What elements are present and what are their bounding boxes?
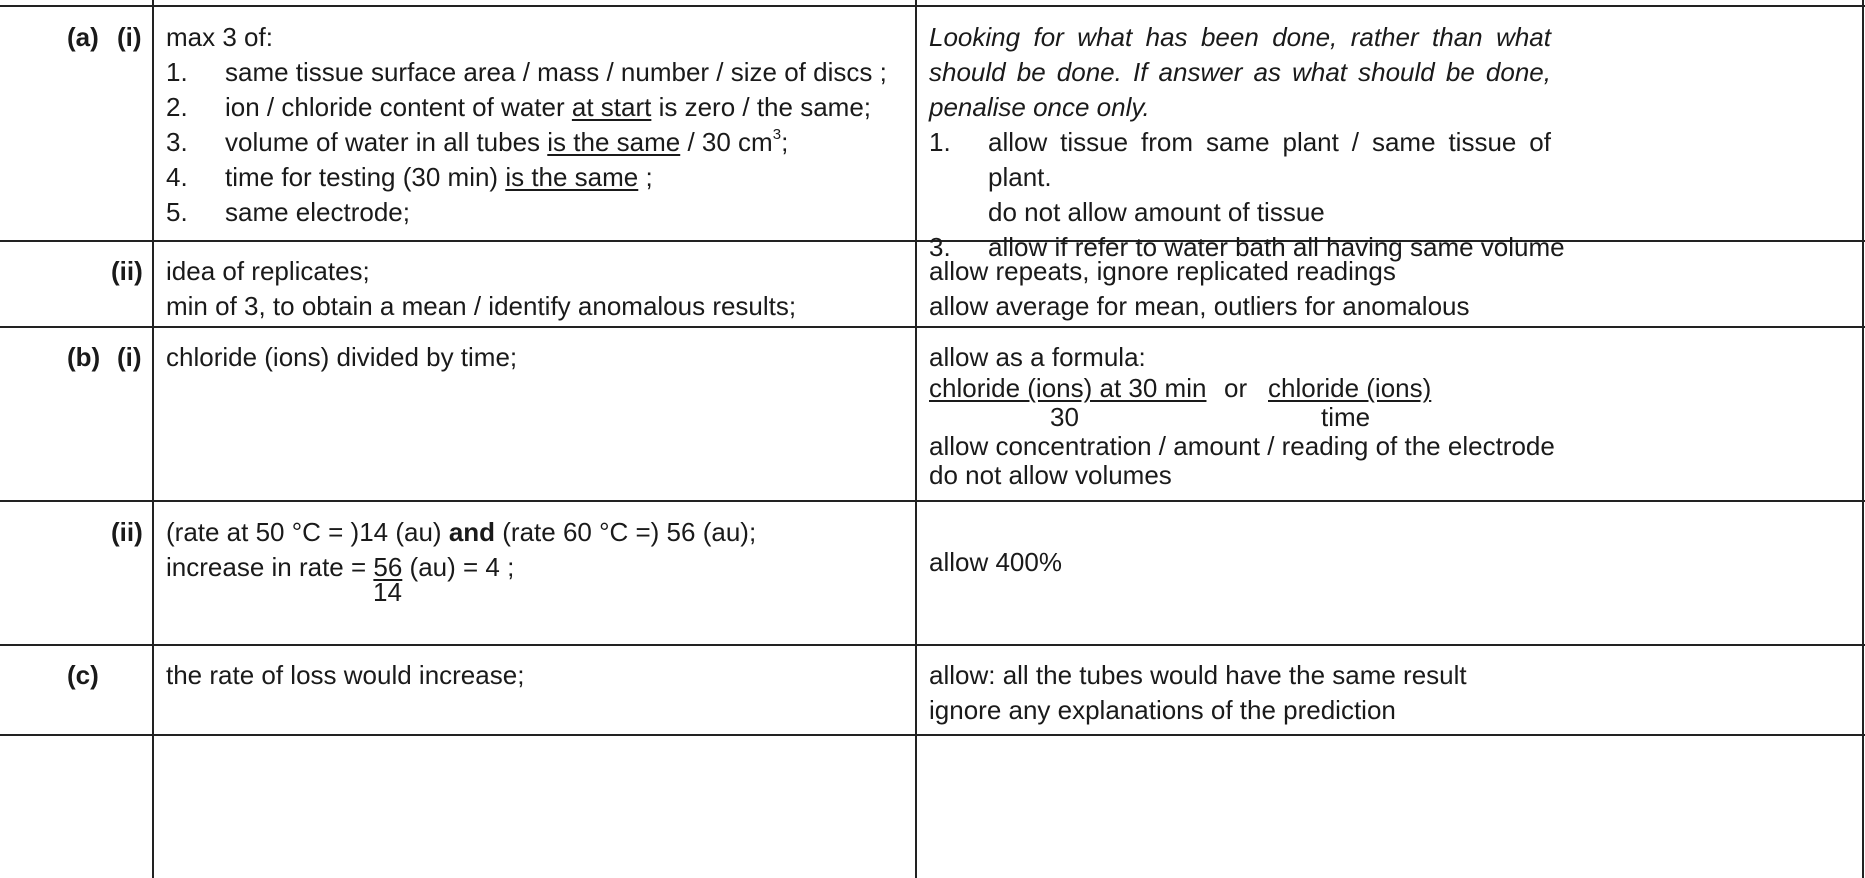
- question-part-label: (c): [67, 660, 99, 690]
- answer-cell: [166, 515, 906, 625]
- answer-line: (rate at 50 °C = )14 (au) and (rate 60 °C =) 56 (au);: [166, 517, 757, 547]
- guidance-line: allow repeats, ignore replicated readings: [929, 256, 1396, 286]
- guidance-line: do not allow volumes: [929, 460, 1172, 490]
- guidance-line: ignore any explanations of the prediction: [929, 695, 1396, 725]
- formula-denominator: 30: [1050, 402, 1079, 432]
- question-subpart-label: (ii): [111, 517, 143, 547]
- formula-numerator: chloride (ions) at 30 min: [929, 373, 1207, 403]
- guidance-italic-line: penalise once only.: [929, 92, 1150, 122]
- guidance-point: 1. allow tissue from same plant / same tissue of: [929, 127, 1551, 157]
- guidance-line: allow as a formula:: [929, 342, 1146, 372]
- guidance-line: allow average for mean, outliers for anomalous: [929, 291, 1470, 321]
- answer-intro: max 3 of:: [166, 22, 273, 52]
- guidance-cell: [929, 658, 1467, 728]
- guidance-cell: [929, 340, 1569, 490]
- answer-line: increase in rate = 56 (au) = 4 ;: [166, 552, 515, 582]
- guidance-cell: [929, 545, 1062, 580]
- answer-cell: [166, 20, 896, 230]
- row-divider: [0, 734, 1865, 736]
- guidance-line: allow: all the tubes would have the same result: [929, 660, 1467, 690]
- formula-or: or: [1224, 373, 1248, 403]
- guidance-point-continuation: plant.: [988, 162, 1052, 192]
- row-divider: [0, 326, 1865, 328]
- answer-cell: [166, 340, 517, 375]
- answer-line: min of 3, to obtain a mean / identify anomalous results;: [166, 291, 797, 321]
- column-divider: [915, 0, 917, 878]
- guidance-cell: [929, 254, 1470, 324]
- guidance-line: allow concentration / amount / reading of the electrode: [929, 431, 1555, 461]
- answer-point: 3. volume of water in all tubes is the same / 30 $cm^3$;: [166, 126, 789, 157]
- column-divider: [152, 0, 154, 878]
- question-subpart-label: (i): [117, 22, 142, 52]
- question-subpart-label: (ii): [111, 256, 143, 286]
- answer-point: 1. same tissue surface area / mass / number / size of discs ;: [166, 57, 887, 87]
- answer-point: 5. same electrode;: [166, 197, 410, 227]
- guidance-line: allow 400%: [929, 547, 1062, 577]
- answer-line: chloride (ions) divided by time;: [166, 342, 518, 372]
- answer-point: 2. ion / chloride content of water at start is zero / the same;: [166, 92, 872, 122]
- answer-point: 4. time for testing (30 min) is the same ;: [166, 162, 653, 192]
- guidance-italic-line: should be done. If answer as what should be done,: [929, 57, 1551, 87]
- question-part-label: (a): [67, 22, 99, 52]
- guidance-cell: [929, 20, 1565, 265]
- row-divider: [0, 644, 1865, 646]
- column-divider: [1862, 0, 1864, 878]
- answer-line: the rate of loss would increase;: [166, 660, 525, 690]
- question-part-label: (b): [67, 342, 101, 372]
- formula-denominator: time: [1321, 402, 1371, 432]
- guidance-note: do not allow amount of tissue: [988, 197, 1325, 227]
- answer-cell: [166, 658, 524, 693]
- formula-numerator: chloride (ions): [1268, 373, 1432, 403]
- fraction-denominator: 14: [373, 577, 402, 607]
- answer-cell: [166, 254, 796, 324]
- answer-line: idea of replicates;: [166, 256, 370, 286]
- row-divider: [0, 500, 1865, 502]
- guidance-italic-line: Looking for what has been done, rather than what: [929, 22, 1551, 52]
- guidance-point: 3. allow if refer to water bath all having same volume: [929, 232, 1565, 262]
- table-border-top: [0, 5, 1865, 7]
- question-subpart-label: (i): [117, 342, 142, 372]
